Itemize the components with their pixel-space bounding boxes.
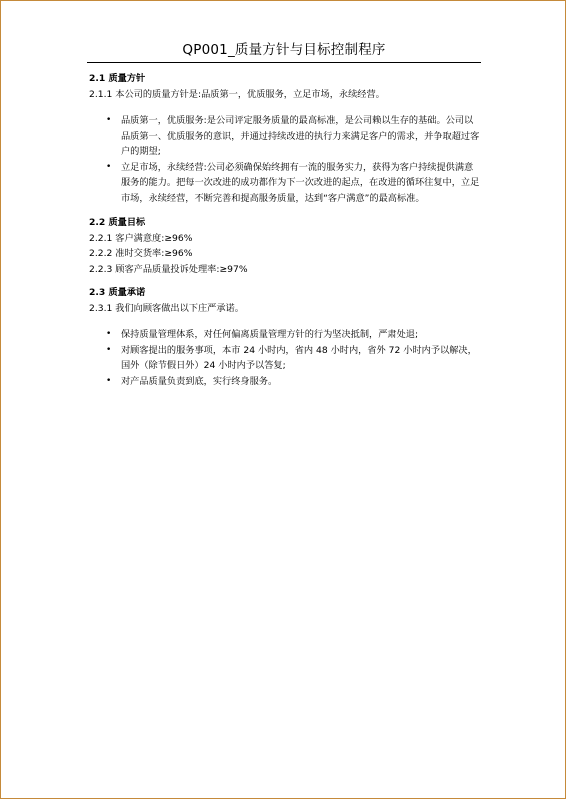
page-title: QP001_质量方针与目标控制程序 — [182, 42, 386, 58]
list-item — [89, 343, 481, 374]
list-item-text: 对产品质量负责到底，实行终身服务。 — [121, 375, 278, 387]
list-item-text: 立足市场，永续经营:公司必须确保始终拥有一流的服务实力，获得为客户持续提供满意服务的能力。把每一次改进的成功都作为下一次改进的起点，在改进的循环往复中，立足市场，永续经营，不断完善和提高服务质量，达到“客户满意”的最高标准。 — [121, 161, 480, 204]
bullet-icon: • — [106, 375, 112, 386]
objective-line: 2.2.1 客户满意度:≥96% — [89, 232, 193, 244]
list-item — [89, 113, 481, 160]
bullet-icon: • — [106, 344, 112, 355]
spacer — [89, 316, 481, 327]
bullet-icon: • — [106, 115, 112, 125]
objective-line: 2.2.3 顾客产品质量投诉处理率:≥97% — [89, 263, 248, 275]
list-item-text: 保持质量管理体系，对任何偏离质量管理方针的行为坚决抵制，严肃处退; — [121, 329, 419, 340]
list-item-text: 对顾客提出的服务事项，本市 24 小时内，省内 48 小时内，省外 72 小时内予以解决，国外（除节假日外）24 小时内予以答复; — [121, 344, 477, 371]
list-item — [89, 160, 481, 207]
section-heading-quality-objectives: 2.2 质量目标 — [89, 217, 146, 228]
commitment-bullet-list — [89, 327, 481, 389]
section-heading-quality-policy: 2.1 质量方针 — [89, 73, 146, 84]
spacer — [89, 206, 481, 215]
list-item-text: 品质第一，优质服务:是公司评定服务质量的最高标准，是公司赖以生存的基础。公司以品质第一、优质服务的意识，并通过持续改进的执行力来满足客户的需求，并争取超过客户的期望; — [121, 115, 480, 157]
document-body — [89, 71, 481, 389]
objective-line: 2.2.2 准时交货率:≥96% — [89, 248, 193, 259]
title-underline — [87, 62, 481, 63]
bullet-icon: • — [106, 161, 112, 172]
list-item — [89, 374, 481, 390]
quality-policy-statement: 2.1.1 本公司的质量方针是:品质第一，优质服务，立足市场，永续经营。 — [89, 88, 385, 100]
bullet-icon: • — [106, 329, 112, 339]
commitment-statement: 2.3.1 我们向顾客做出以下庄严承诺。 — [89, 302, 244, 314]
section-heading-quality-commitment: 2.3 质量承诺 — [89, 287, 146, 298]
spacer — [89, 277, 481, 285]
list-item — [89, 327, 481, 343]
spacer — [89, 102, 481, 113]
quality-policy-bullet-list — [89, 113, 481, 206]
